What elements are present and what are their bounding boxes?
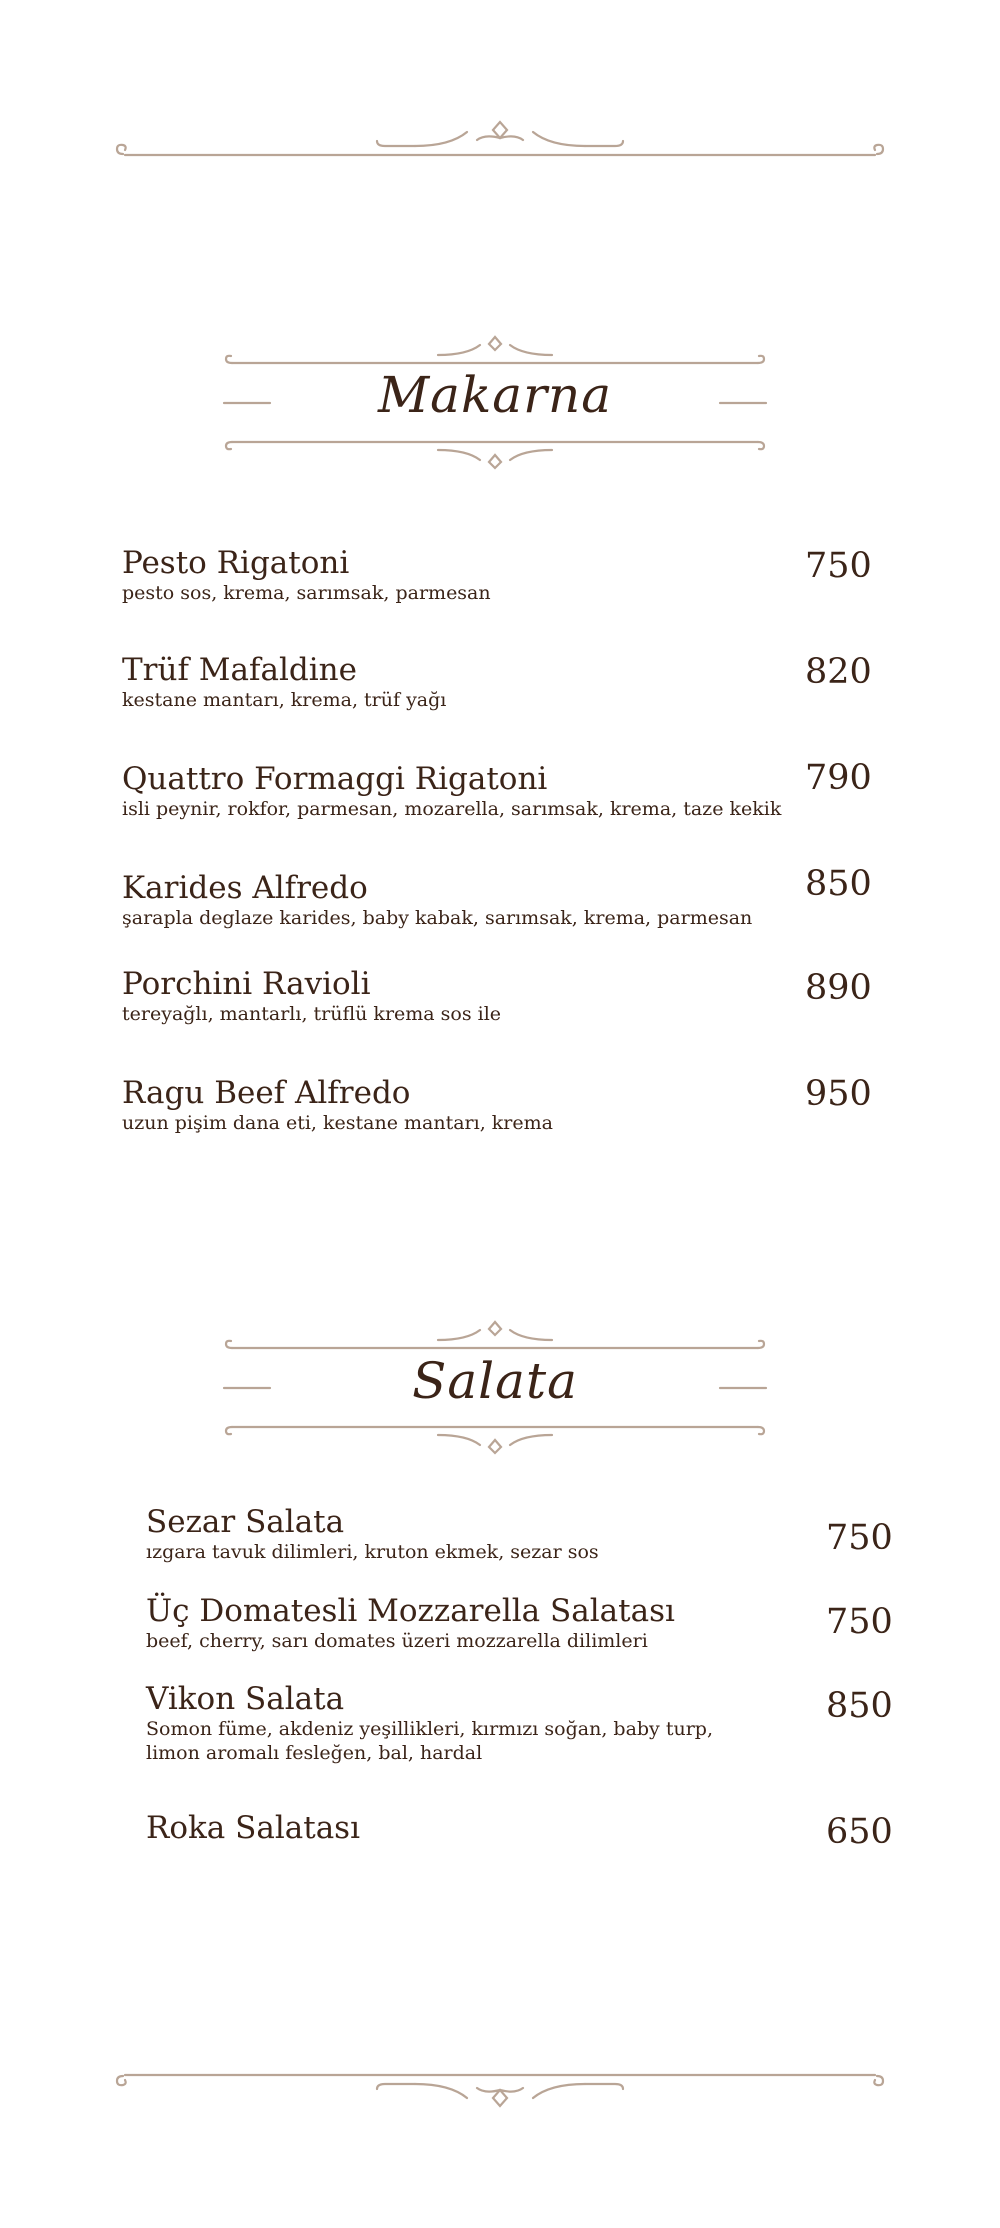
item-price: 850: [805, 864, 872, 904]
item-description: ızgara tavuk dilimleri, kruton ekmek, sezar sos: [146, 1541, 599, 1563]
menu-item: [146, 1810, 360, 1846]
menu-item: [146, 1681, 713, 1765]
menu-item: [122, 1075, 553, 1135]
item-price: 750: [826, 1602, 893, 1642]
item-description: tereyağlı, mantarlı, trüflü krema sos ile: [122, 1003, 502, 1025]
menu-item: [146, 1504, 599, 1564]
item-description: isli peynir, rokfor, parmesan, mozarella, sarımsak, krema, taze kekik: [122, 798, 782, 820]
menu-item: [122, 652, 446, 712]
item-description: kestane mantarı, krema, trüf yağı: [122, 689, 447, 711]
item-name: Ragu Beef Alfredo: [122, 1075, 411, 1111]
item-price: 790: [805, 758, 872, 798]
item-price: 750: [826, 1518, 893, 1558]
item-price: 890: [805, 968, 872, 1008]
section-title-makarna: Makarna: [377, 366, 613, 424]
item-name: Trüf Mafaldine: [122, 652, 357, 688]
item-description-line-2: limon aromalı fesleğen, bal, hardal: [146, 1742, 483, 1764]
item-description: Somon füme, akdeniz yeşillikleri, kırmızı soğan, baby turp,: [146, 1718, 713, 1740]
menu-item: [122, 545, 491, 605]
top-border-ornament: [115, 118, 885, 163]
item-name: Pesto Rigatoni: [122, 545, 350, 581]
item-description: beef, cherry, sarı domates üzeri mozzarella dilimleri: [146, 1630, 648, 1652]
item-name: Porchini Ravioli: [122, 966, 371, 1002]
item-price: 750: [805, 546, 872, 586]
item-description: şarapla deglaze karides, baby kabak, sarımsak, krema, parmesan: [122, 907, 753, 929]
item-description: pesto sos, krema, sarımsak, parmesan: [122, 582, 491, 604]
item-name: Sezar Salata: [146, 1504, 345, 1540]
item-name: Vikon Salata: [146, 1681, 345, 1717]
section-title-salata: Salata: [412, 1352, 578, 1410]
item-price: 850: [826, 1686, 893, 1726]
item-name: Karides Alfredo: [122, 870, 368, 906]
item-price: 820: [805, 652, 872, 692]
menu-item: [122, 761, 781, 821]
item-description: uzun pişim dana eti, kestane mantarı, krema: [122, 1112, 553, 1134]
item-price: 650: [826, 1812, 893, 1852]
item-name: Roka Salatası: [146, 1810, 361, 1846]
bottom-border-ornament: [115, 2058, 885, 2108]
menu-item: [146, 1593, 675, 1653]
menu-item: [122, 966, 501, 1026]
menu-item: [122, 870, 752, 930]
item-name: Quattro Formaggi Rigatoni: [122, 761, 548, 797]
item-price: 950: [805, 1074, 872, 1114]
item-name: Üç Domatesli Mozzarella Salatası: [146, 1593, 675, 1629]
